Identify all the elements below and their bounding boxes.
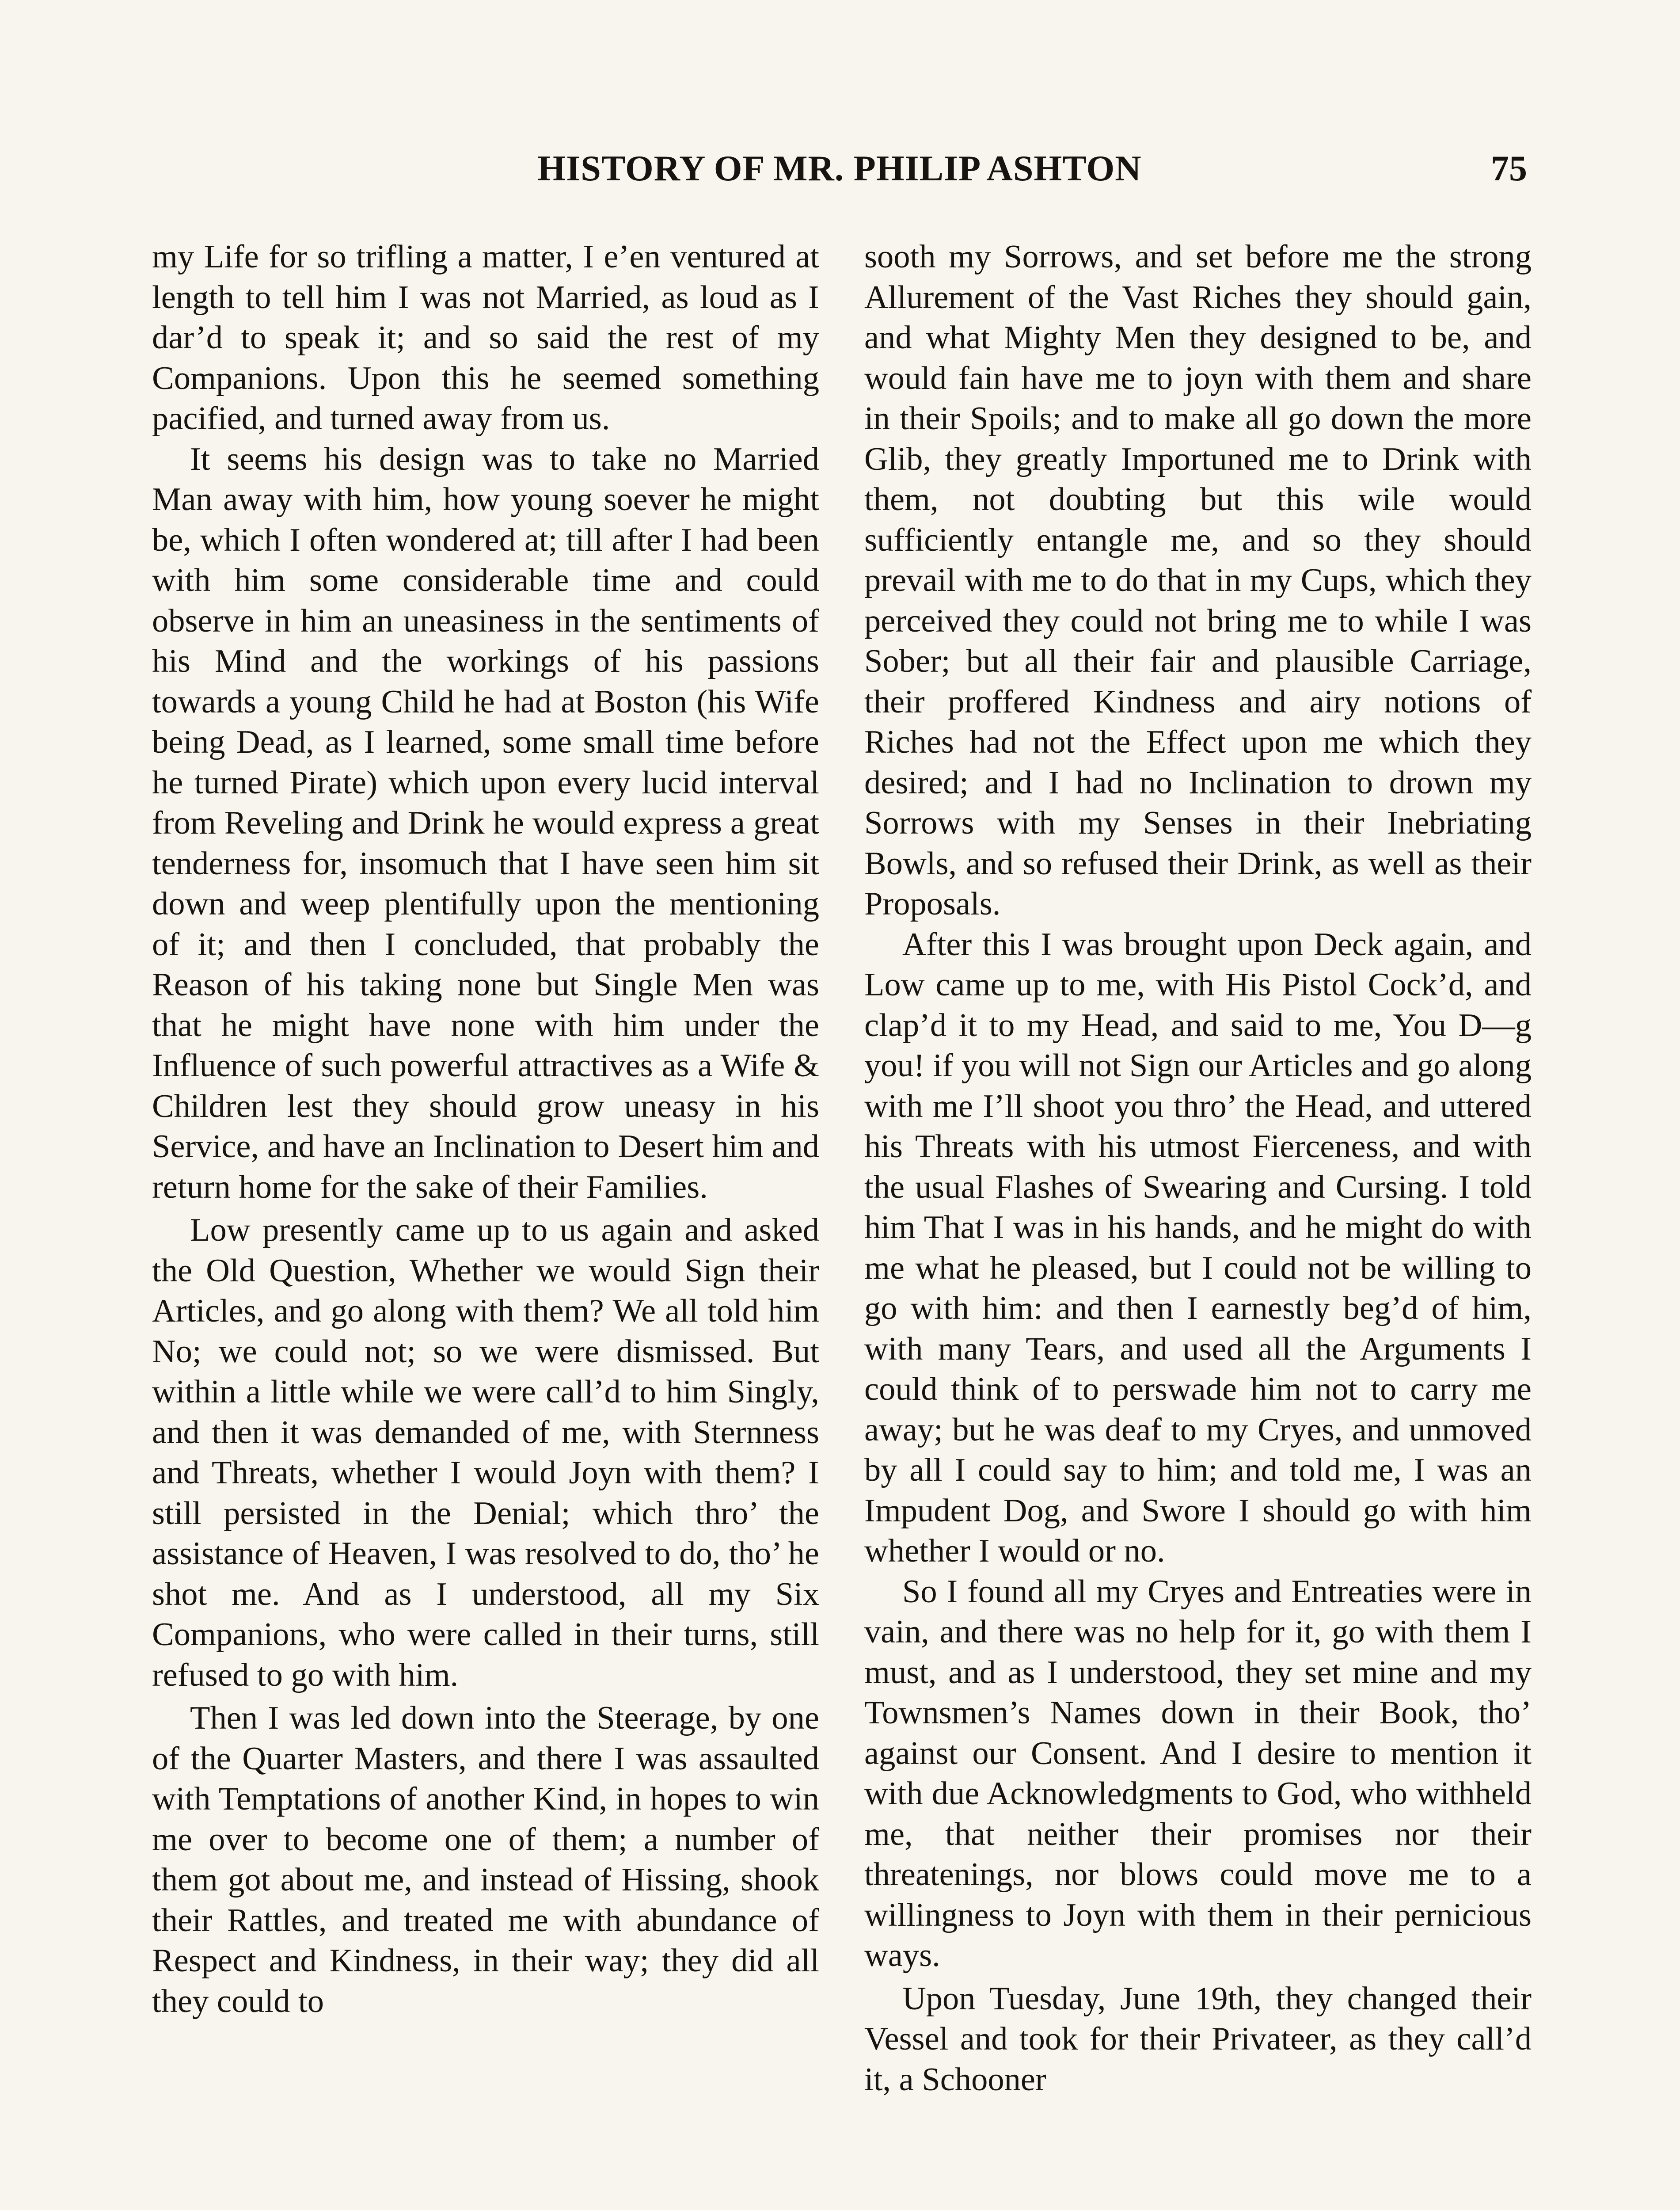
paragraph: So I found all my Cryes and Entreaties were in vain, and there was no help for it, go with them I must, and as I understood, they set mine and my Townsmen’s Names down in their Book, tho’ against our Consent. And I desire to mention it with due Acknowledgments to God, who withheld me, that neither their promises nor their threatenings, nor blows could move me to a willingness to Joyn with them in their pernicious ways.: [864, 1573, 1532, 1974]
paragraph: After this I was brought upon Deck again, and Low came up to me, with His Pistol Cock’d, and clap’d it to my Head, and said to me, You D—g you! if you will not Sign our Articles and go along with me I’ll shoot you thro’ the Head, and uttered his Threats with his utmost Fierceness, and with the usual Flashes of Swearing and Cursing. I told him That I was in his hands, and he might do with me what he pleased, but I could not be willing to go with him: and then I earnestly beg’d of him, with many Tears, and used all the Arguments I could think of to perswade him not to carry me away; but he was deaf to my Cryes, and unmoved by all I could say to him; and told me, I was an Impudent Dog, and Swore I should go with him whether I would or no.: [864, 926, 1532, 1569]
paragraph: It seems his design was to take no Married Man away with him, how young soever he might be, which I often wondered at; till after I had been with him some considerable time and could observe in him an uneasiness in the sentiments of his Mind and the workings of his passions towards a young Child he had at Boston (his Wife being Dead, as I learned, some small time before he turned Pirate) which upon every lucid interval from Reveling and Drink he would express a great tenderness for, insomuch that I have seen him sit down and weep plentifully upon the mentioning of it; and then I concluded, that probably the Reason of his taking none but Single Men was that he might have none with him under the Influence of such powerful attractives as a Wife & Children lest they should grow uneasy in his Service, and have an Inclination to Desert him and return home for the sake of their Families.: [152, 441, 819, 1205]
paragraph: Low presently came up to us again and asked the Old Question, Whether we would Sign their Articles, and go along with them? We all told him No; we could not; so we were dismissed. But within a little while we were call’d to him Singly, and then it was demanded of me, with Sternness and Threats, whether I would Joyn with them? I still persisted in the Denial; which thro’ the assistance of Heaven, I was resolved to do, tho’ he shot me. And as I understood, all my Six Companions, who were called in their turns, still refused to go with him.: [152, 1212, 819, 1693]
paragraph: Upon Tuesday, June 19th, they changed their Vessel and took for their Privateer, as they call’d it, a Schooner: [864, 1980, 1532, 2098]
page-number: 75: [1491, 148, 1527, 188]
page-header: [152, 150, 1527, 203]
running-title: HISTORY OF MR. PHILIP ASHTON: [537, 148, 1142, 188]
paragraph: sooth my Sorrows, and set before me the strong Allurement of the Vast Riches they should gain, and what Mighty Men they designed to be, and would fain have me to joyn with them and share in their Spoils; and to make all go down the more Glib, they greatly Importuned me to Drink with them, not doubting but this wile would sufficiently entangle me, and so they should prevail with me to do that in my Cups, which they perceived they could not bring me to while I was Sober; but all their fair and plausible Carriage, their proffered Kindness and airy notions of Riches had not the Effect upon me which they desired; and I had no Inclination to drown my Sorrows with my Senses in their Inebriating Bowls, and so refused their Drink, as well as their Proposals.: [864, 239, 1532, 922]
paragraph: Then I was led down into the Steerage, by one of the Quarter Masters, and there I was assaulted with Temptations of another Kind, in hopes to win me over to become one of them; a number of them got about me, and instead of Hissing, shook their Rattles, and treated me with abundance of Respect and Kindness, in their way; they did all they could to: [152, 1700, 819, 2019]
right-text-column: [864, 237, 1532, 2100]
paragraph: my Life for so trifling a matter, I e’en ventured at length to tell him I was not Married, as loud as I dar’d to speak it; and so said the rest of my Companions. Upon this he seemed something pacified, and turned away from us.: [152, 239, 819, 437]
left-text-column: [152, 237, 819, 2022]
